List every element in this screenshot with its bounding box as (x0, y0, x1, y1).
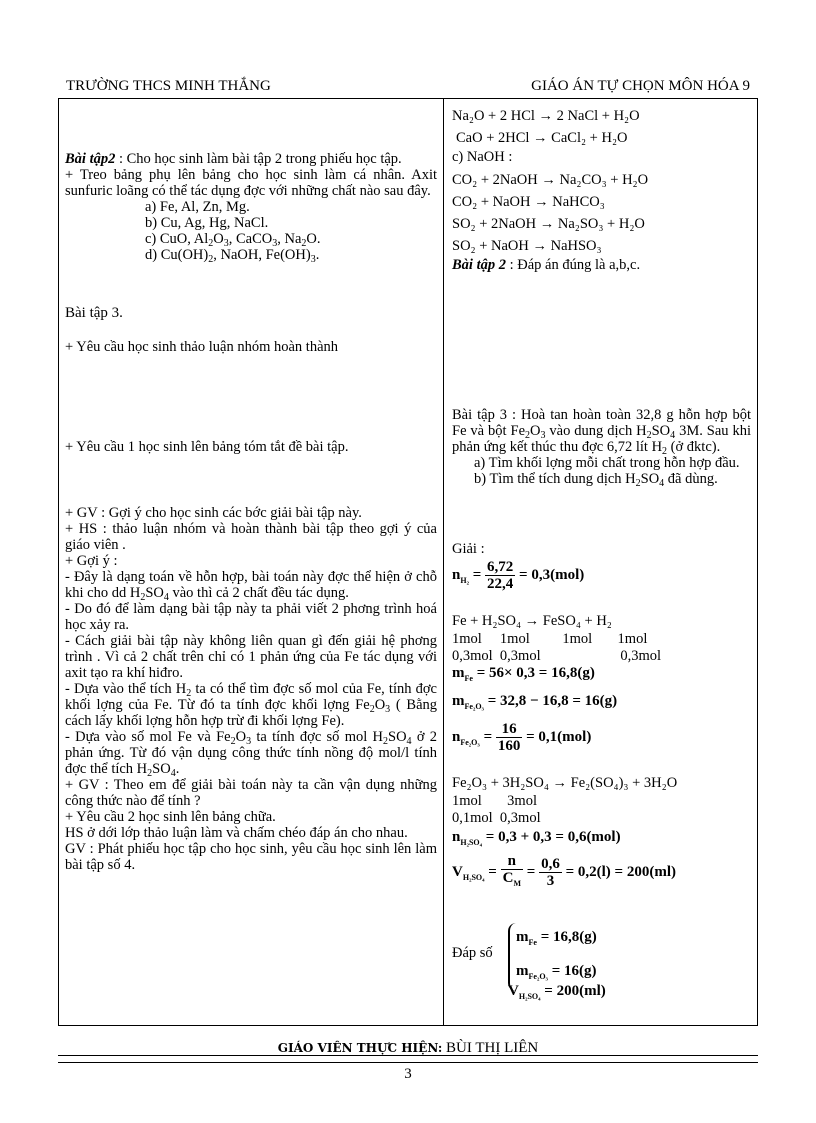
final-answer (452, 923, 751, 1013)
fe2o3-mol-ratio: 1mol 3mol (452, 793, 537, 809)
reaction-list (452, 105, 751, 273)
guidance-block (65, 505, 437, 873)
fe-equation: Fe + H₂SO₄ → FeSO₄ + H₂ (452, 613, 612, 629)
hint-label: + Gợi ý : (65, 553, 118, 569)
teacher-name: BÙI THỊ LIÊN (446, 1040, 539, 1056)
bt2-title: Bài tập2 (65, 151, 116, 167)
answer-volume: $V_{H_2SO_4} = 200(ml)$ (508, 983, 606, 1001)
teacher-label: GIÁO VIÊN THỰC HIỆN: (277, 1041, 443, 1055)
hs-discussion: + HS : thảo luận nhóm và hoàn thành bài tập theo gợi ý của giáo viên . (65, 521, 437, 553)
reaction-5: SO₂ + 2NaOH → Na₂SO₃ + H₂O (452, 216, 645, 232)
fe-mol-values: 0,3mol 0,3mol 0,3mol (452, 648, 662, 664)
option-a: a) Fe, Al, Zn, Mg. (145, 199, 250, 215)
nH2-formula: $n_{H_2}$ = $\frac{6,72}{22,4}$ = 0,3(mol) (452, 559, 585, 592)
bt2-answer: Bài tập 2 : Đáp án đúng là a,b,c. (452, 257, 641, 273)
option-b: b) Cu, Ag, Hg, NaCl. (145, 215, 269, 231)
hint-4: - Dựa vào thể tích $H_2$ ta có thể tìm đợc số mol của Fe, tính đợc khối lợng của Fe. Từ đó ta tính đợc khối lợng $Fe_2O_3$ ( Bằng cách lấy khối lợng hỗn hợp trừ đi khối lợng Fe). (65, 681, 437, 729)
mFe2O3-formula: $m_{Fe_2O_3} = 32,8 - 16,8 = 16(g)$ (452, 693, 618, 711)
nH2SO4-formula: $n_{H_2SO_4} = 0,3 + 0,3 = 0,6(mol)$ (452, 829, 621, 847)
bt2-task: + Treo bảng phụ lên bảng cho học sinh làm cá nhân. Axit sunfuric loãng có thể tác dụng đợc với những chất nào sau đây. (65, 167, 437, 199)
mFe-formula: $m_{Fe} = 56\times 0,3 = 16,8(g)$ (452, 665, 595, 683)
reaction-1: Na₂O + 2 HCl → 2 NaCl + H₂O (452, 108, 640, 124)
bt3-summary: + Yêu cầu 1 học sinh lên bảng tóm tắt đề bài tập. (65, 439, 349, 455)
nFe2O3-formula: $n_{Fe_2O_3}$ = $\frac{16}{160}$ = 0,1(mol) (452, 721, 592, 754)
option-c: c) CuO, $Al_2O_3$, CaCO$_3$, $Na_2O$. (145, 231, 321, 249)
school-name: TRƯỜNG THCS MINH THẮNG (66, 78, 271, 94)
lesson-table (58, 98, 758, 1026)
footer-divider (58, 1055, 758, 1063)
bt2-options (65, 199, 437, 263)
reaction-2: CaO + 2HCl → CaCl₂ + H₂O (456, 130, 628, 146)
student-activity-column (444, 99, 758, 1026)
gv-question: + GV : Theo em để giải bài toán này ta cần vận dụng những công thức nào để tính ? (65, 777, 437, 809)
fe2o3-equation: Fe₂O₃ + 3H₂SO₄ → Fe₂(SO₄)₃ + 3H₂O (452, 775, 678, 791)
bt3-question-a: a) Tìm khối lợng mỗi chất trong hỗn hợp đầu. (474, 455, 740, 471)
answer-mFe2O3: $m_{Fe_2O_3} = 16(g)$ (516, 963, 597, 981)
bt3-question-b: b) Tìm thể tích dung dịch $H_2SO_4$ đã dùng. (474, 471, 718, 489)
dapso-label: Đáp số (452, 945, 493, 961)
gv-hint: + GV : Gợi ý cho học sinh các bớc giải bài tập này. (65, 505, 362, 521)
fe2o3-mol-values: 0,1mol 0,3mol (452, 810, 541, 826)
call-students: + Yêu cầu 2 học sinh lên bảng chữa. (65, 809, 276, 825)
bt3-title: Bài tập 3. (65, 305, 123, 321)
hint-5: - Dựa vào số mol Fe và $Fe_2O_3$ ta tính đợc số mol $H_2SO_4$ ở 2 phản ứng. Từ đó vận dụng công thức tính nồng độ mol/l tính đợc thể tích $H_2SO_4$. (65, 729, 438, 779)
page-number: 3 (404, 1066, 412, 1082)
hint-3: - Cách giải bài tập này không liên quan gì đến giải hệ phơng trình . Vì cả 2 chất trên chỉ có 1 phản ứng của Fe tác dụng với axit tạo ra khí hiđro. (65, 633, 437, 681)
answer-brace (508, 923, 597, 991)
reaction-4: CO₂ + NaOH → NaHCO₃ (452, 194, 605, 210)
reaction-3: CO₂ + 2NaOH → Na₂CO₃ + H₂O (452, 172, 649, 188)
reaction-6: SO₂ + NaOH → NaHSO₃ (452, 238, 602, 254)
bt2-intro: : Cho học sinh làm bài tập 2 trong phiếu học tập. (118, 151, 402, 167)
page-header (58, 78, 758, 99)
naoh-label: c) NaOH : (452, 149, 513, 165)
volume-formula: $V_{H_2SO_4}$ = $\frac{n}{C_M}$ = $\frac{0,6}{3}$ = 0,2(l) = 200(ml) (452, 853, 676, 889)
giai-label: Giải : (452, 541, 485, 557)
reaction-fe2o3 (452, 773, 751, 827)
bt3-group: + Yêu cầu học sinh thảo luận nhóm hoàn thành (65, 339, 339, 355)
gv-worksheet: GV : Phát phiếu học tập cho học sinh, yêu cầu học sinh lên làm bài tập số 4. (65, 841, 437, 873)
subject-title: GIÁO ÁN TỰ CHỌN MÔN HÓA 9 (531, 78, 750, 94)
hs-peer-review: HS ở dới lớp thảo luận làm và chấm chéo đáp án cho nhau. (65, 825, 408, 841)
reaction-fe (452, 611, 751, 665)
answer-mFe: $m_{Fe} = 16,8(g)$ (516, 929, 597, 947)
hint-1: - Đây là dạng toán về hỗn hợp, bài toán này đợc thể hiện ở chỗ khi cho dd $H_2SO_4$ vào thì cả 2 chất đều tác dụng. (65, 569, 437, 603)
teacher-activity-column (59, 99, 444, 1026)
bt2-block (65, 151, 437, 263)
option-d: d) $Cu(OH)_2$, NaOH, $Fe(OH)_3$. (145, 247, 320, 265)
bt3-problem: Bài tập 3 : Hoà tan hoàn toàn 32,8 g hỗn hợp bột Fe và bột $Fe_2O_3$ vào dung dịch $H_2SO_4$ 3M. Sau khi phản ứng kết thúc thu đợc 6,72 lít $H_2$ (ở đktc). a) Tìm khối lợng mỗi chất trong hỗn hợp đầu. b) Tìm thể tích dung dịch $H_2SO_4$ đã dùng. (452, 407, 752, 489)
fe-mol-ratio: 1mol 1mol 1mol 1mol (452, 631, 648, 647)
hint-2: - Do đó để làm dạng bài tập này ta phải viết 2 phơng trình hoá học xảy ra. (65, 601, 437, 633)
